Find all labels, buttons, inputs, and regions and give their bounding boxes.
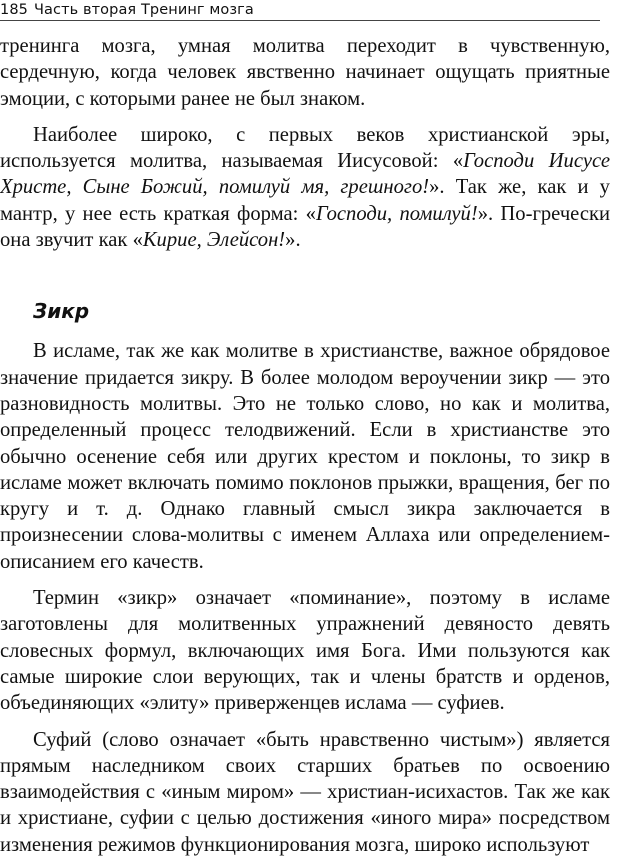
paragraph-zikr-term: Термин «зикр» означает «поминание», поэтому в исламе заготовлены для молитвенных упражнений девяносто девять словесных формул, включающих имя Бога. Ими пользуются как самые широкие слои верующих, так и члены братств и орденов, объединяющих «элиту» приверженцев ислама — суфиев.: [0, 587, 610, 715]
section-heading: Зикр: [33, 299, 90, 324]
page-number: 185: [0, 2, 28, 18]
running-header: [0, 0, 600, 21]
prayer-quote-full: Господи Иисусе Христе, Сыне Божий, помилуй мя, грешного!: [0, 150, 610, 199]
paragraph-zikr-intro: В исламе, так же как молитве в христианстве, важное обрядовое значение придается зикру. В более молодом вероучении зикр — это разновидность молитвы. Это не только слово, но как и молитва, определенный процесс телодвижений. Если в христианстве это обычно осенение себя или других крестом и поклоны, то зикр в исламе может включать помимо поклонов прыжки, вращения, бег по кругу и т. д. Однако главный смысл зикра заключается в произнесении слова-молитвы с именем Аллаха или определением-описанием его качеств.: [0, 340, 610, 573]
paragraph-sufi: Суфий (слово означает «быть нравственно чистым») является прямым наследником своих старших братьев по освоению взаимодействия с «иным миром» — христиан-исихастов. Так же как и христиане, суфии с целью достижения «иного мира» посредством изменения режимов функционирования мозга, широко используют: [0, 728, 610, 856]
paragraph-text: ». По-гречески она звучит как «: [0, 202, 610, 252]
page-body: [0, 33, 610, 868]
paragraph-text: ». Так же, как и у мантр, у нее есть краткая форма: «: [0, 176, 610, 225]
paragraph-text: ».: [285, 229, 301, 252]
prayer-quote-greek: Кирие, Элейсон!: [142, 229, 286, 252]
prayer-quote-short: Господи, помилуй!: [315, 202, 478, 225]
paragraph-text: Наиболее широко, с первых веков христианской эры, используется молитва, называемая Иисусовой: «: [0, 123, 610, 173]
paragraph-continuation: тренинга мозга, умная молитва переходит в чувственную, сердечную, когда человек явственно начинает ощущать приятные эмоции, с которыми ранее не был знаком.: [0, 35, 610, 110]
paragraph-jesus-prayer: [0, 122, 610, 253]
running-title: Часть вторая Тренинг мозга: [33, 2, 254, 18]
